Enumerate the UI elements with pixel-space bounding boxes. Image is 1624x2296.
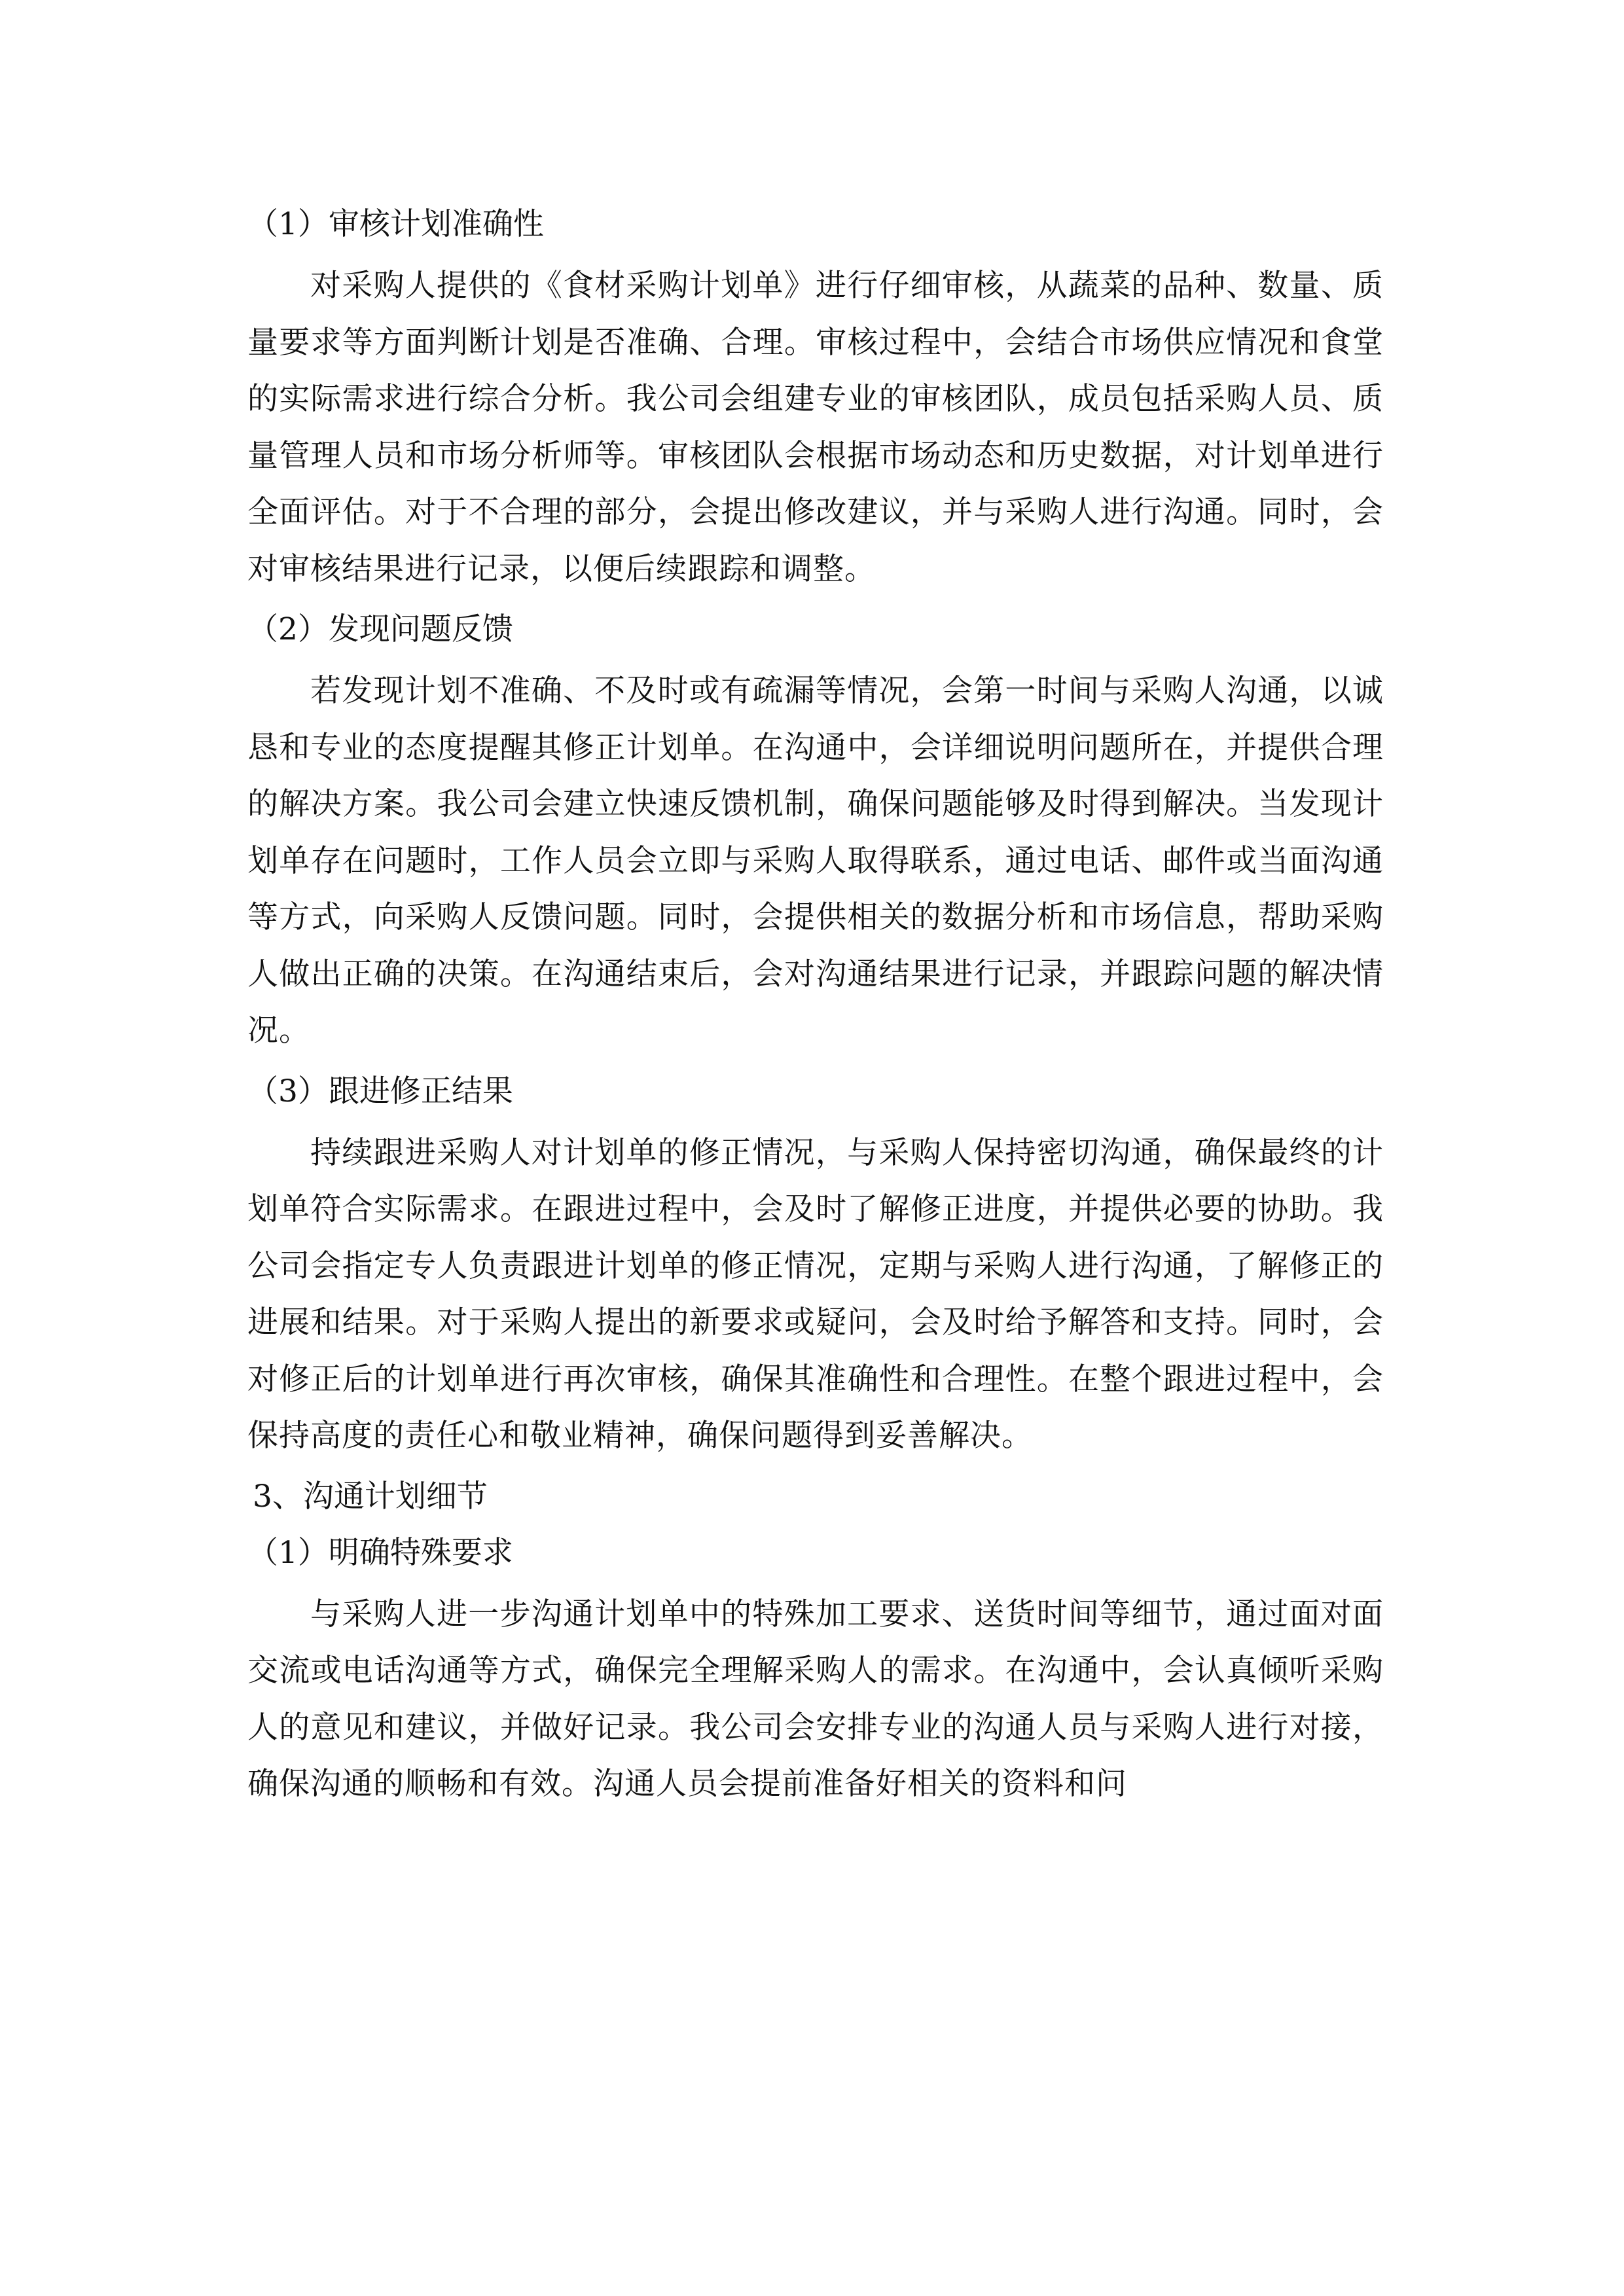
subheading-follow-up: （3）跟进修正结果 bbox=[247, 1073, 513, 1109]
subheading-feedback: （2）发现问题反馈 bbox=[247, 611, 513, 647]
paragraph-feedback: 若发现计划不准确、不及时或有疏漏等情况，会第一时间与采购人沟通，以诚恳和专业的态度提醒其修正计划单。在沟通中，会详细说明问题所在，并提供合理的解决方案。我公司会建立快速反馈机制，确保问题能够及时得到解决。当发现计划单存在问题时，工作人员会立即与采购人取得联系，通过电话、邮件或当面沟通等方式，向采购人反馈问题。同时，会提供相关的数据分析和市场信息，帮助采购人做出正确的决策。在沟通结束后，会对沟通结果进行记录，并跟踪问题的解决情况。 bbox=[247, 673, 1384, 1049]
document-body bbox=[247, 196, 1384, 1817]
paragraph-follow-up: 持续跟进采购人对计划单的修正情况，与采购人保持密切沟通，确保最终的计划单符合实际需求。在跟进过程中，会及时了解修正进度，并提供必要的协助。我公司会指定专人负责跟进计划单的修正情况，定期与采购人进行沟通，了解修正的进展和结果。对于采购人提出的新要求或疑问，会及时给予解答和支持。同时，会对修正后的计划单进行再次审核，确保其准确性和合理性。在整个跟进过程中，会保持高度的责任心和敬业精神，确保问题得到妥善解决。 bbox=[247, 1134, 1384, 1454]
paragraph-review-accuracy: 对采购人提供的《食材采购计划单》进行仔细审核，从蔬菜的品种、数量、质量要求等方面判断计划是否准确、合理。审核过程中，会结合市场供应情况和食堂的实际需求进行综合分析。我公司会组建专业的审核团队，成员包括采购人员、质量管理人员和市场分析师等。审核团队会根据市场动态和历史数据，对计划单进行全面评估。对于不合理的部分，会提出修改建议，并与采购人进行沟通。同时，会对审核结果进行记录，以便后续跟踪和调整。 bbox=[247, 268, 1384, 587]
section-heading-communication: 3、沟通计划细节 bbox=[253, 1478, 488, 1515]
paragraph-special-requirements: 与采购人进一步沟通计划单中的特殊加工要求、送货时间等细节，通过面对面交流或电话沟通等方式，确保完全理解采购人的需求。在沟通中，会认真倾听采购人的意见和建议，并做好记录。我公司会安排专业的沟通人员与采购人进行对接，确保沟通的顺畅和有效。沟通人员会提前准备好相关的资料和问 bbox=[247, 1596, 1384, 1802]
subheading-review-accuracy: （1）审核计划准确性 bbox=[247, 206, 544, 242]
subheading-special-requirements: （1）明确特殊要求 bbox=[247, 1534, 513, 1571]
